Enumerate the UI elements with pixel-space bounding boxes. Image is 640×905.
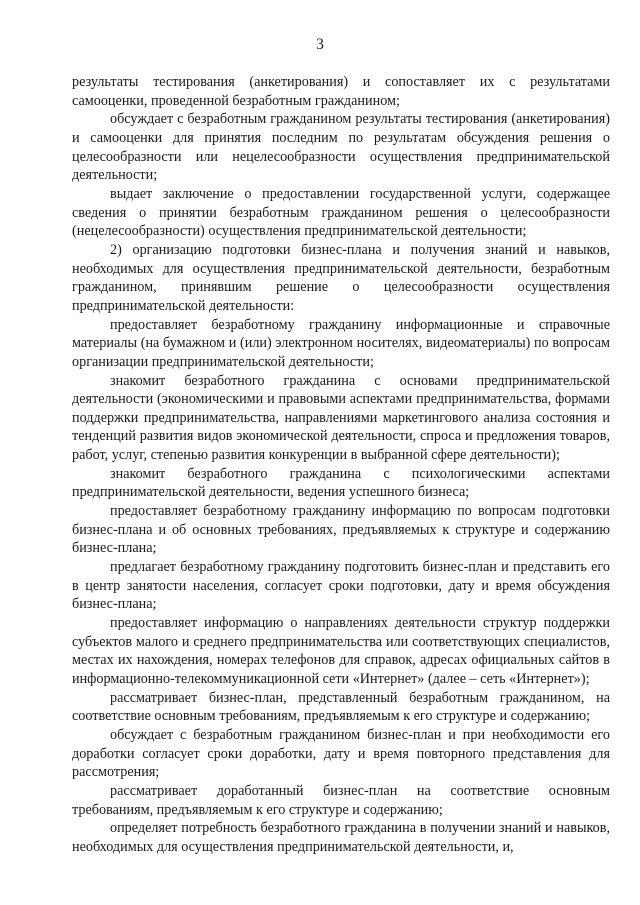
paragraph: определяет потребность безработного гражданина в получении знаний и навыков, необходимых для осуществления предпринимательской деятельности, и, (72, 820, 610, 855)
paragraph: 2) организацию подготовки бизнес-плана и получения знаний и навыков, необходимых для осуществления предпринимательской деятельности, безработным гражданином, принявшим решение о целесообразности осуществления предпринимательской деятельности: (72, 241, 610, 314)
paragraph: рассматривает бизнес-план, представленный безработным гражданином, на соответствие основным требованиям, предъявляемым к его структуре и содержанию; (72, 689, 610, 725)
document-body (72, 73, 610, 857)
paragraph: предоставляет информацию о направлениях деятельности структур поддержки субъектов малого и среднего предпринимательства или соответствующих специалистов, местах их нахождения, номерах телефонов для справок, адресах официальных сайтов в информационно-телекоммуникационной сети «Интернет» (далее – сеть «Интернет»); (72, 615, 610, 687)
paragraph: обсуждает с безработным гражданином результаты тестирования (анкетирования) и самооценки для принятия последним по результатам обсуждения решения о целесообразности или нецелесообразности осуществления предпринимательской деятельности; (72, 111, 610, 184)
paragraph: предоставляет безработному гражданину информацию по вопросам подготовки бизнес-плана и об основных требованиях, предъявляемых к структуре и содержанию бизнес-плана; (72, 503, 610, 557)
paragraph: результаты тестирования (анкетирования) и сопоставляет их с результатами самооценки, проведенной безработным гражданином; (72, 74, 610, 109)
paragraph: выдает заключение о предоставлении государственной услуги, содержащее сведения о принятии безработным гражданином решения о целесообразности (нецелесообразности) осуществления предпринимательской деятельности; (72, 185, 610, 240)
paragraph: предлагает безработному гражданину подготовить бизнес-план и представить его в центр занятости населения, согласует сроки подготовки, дату и время обсуждения бизнес-плана; (72, 559, 610, 613)
page-number: 3 (316, 36, 324, 53)
paragraph: знакомит безработного гражданина с основами предпринимательской деятельности (экономическими и правовыми аспектами предпринимательства, формами поддержки предпринимательства, направлениями маркетингового анализа состояния и тенденций развития видов экономической деятельности, спроса и предложения товаров, работ, услуг, степенью развития конкуренции в выбранной сфере деятельности); (72, 372, 610, 464)
paragraph: рассматривает доработанный бизнес-план на соответствие основным требованиям, предъявляемым к его структуре и содержанию; (72, 782, 610, 818)
paragraph: предоставляет безработному гражданину информационные и справочные материалы (на бумажном и (или) электронном носителях, видеоматериалы) по вопросам организации предпринимательской деятельности; (72, 316, 610, 370)
paragraph: знакомит безработного гражданина с психологическими аспектами предпринимательской деятельности, ведения успешного бизнеса; (72, 465, 610, 501)
paragraph: обсуждает с безработным гражданином бизнес-план и при необходимости его доработки согласует сроки доработки, дату и время повторного представления для рассмотрения; (72, 726, 610, 781)
